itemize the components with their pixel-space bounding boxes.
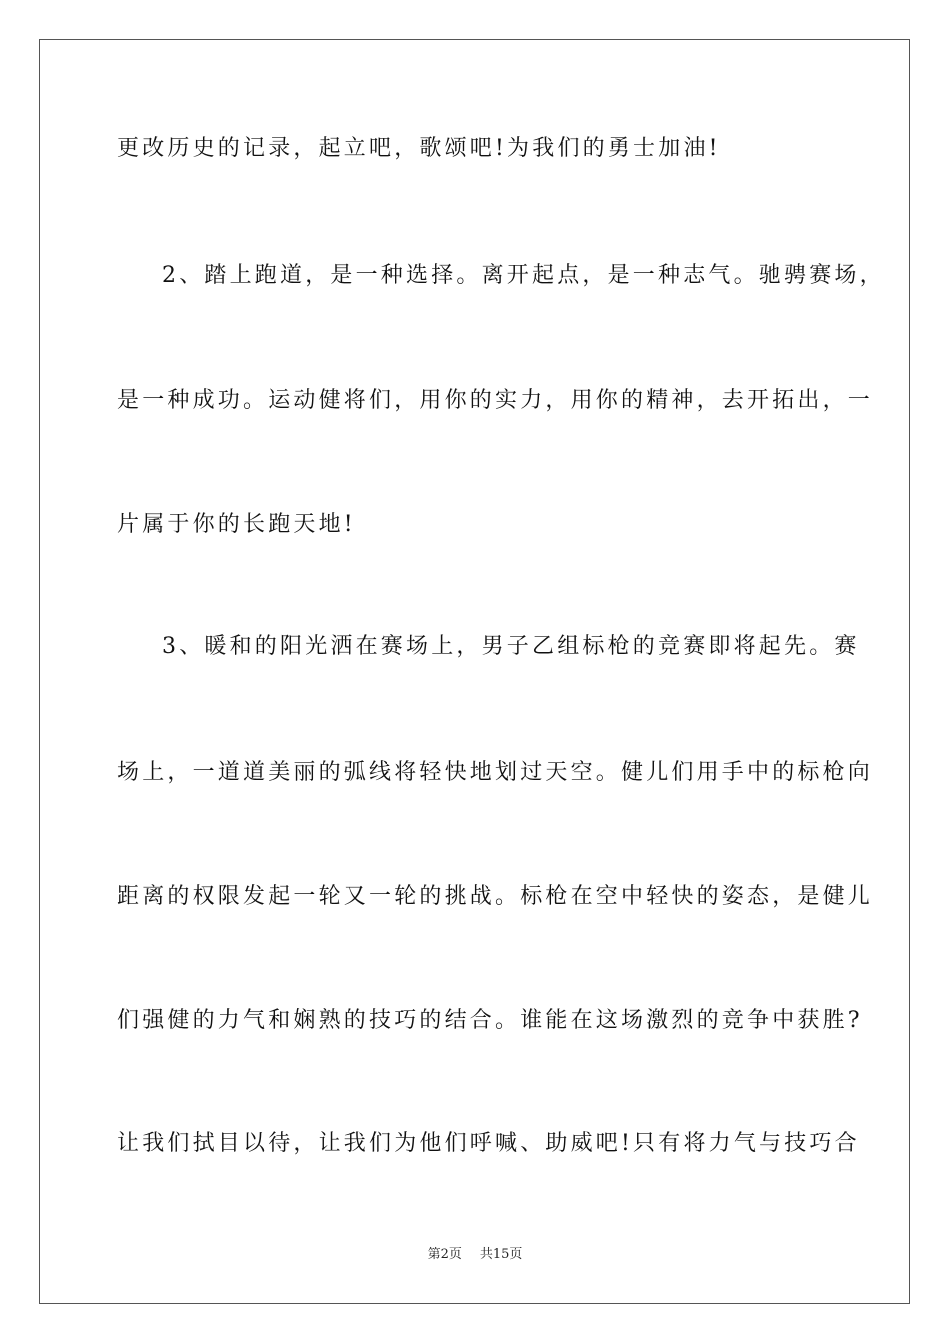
page-frame	[39, 39, 910, 1304]
text-line-9: 让我们拭目以待，让我们为他们呼喊、助威吧!只有将力气与技巧合	[117, 1131, 860, 1156]
text-line-1: 更改历史的记录，起立吧，歌颂吧!为我们的勇士加油!	[117, 136, 721, 161]
text-line-3: 是一种成功。运动健将们，用你的实力，用你的精神，去开拓出，一	[117, 388, 874, 413]
page-total: 共15页	[479, 1247, 523, 1262]
text-line-4: 片属于你的长跑天地!	[117, 512, 356, 537]
text-line-7: 距离的权限发起一轮又一轮的挑战。标枪在空中轻快的姿态，是健儿	[117, 884, 874, 909]
text-line-6: 场上，一道道美丽的弧线将轻快地划过天空。健儿们用手中的标枪向	[117, 760, 874, 785]
text-line-5: 3、暖和的阳光洒在赛场上，男子乙组标枪的竞赛即将起先。赛	[162, 634, 860, 659]
text-line-8: 们强健的力气和娴熟的技巧的结合。谁能在这场激烈的竞争中获胜?	[117, 1008, 863, 1033]
page-number: 第2页	[427, 1247, 462, 1262]
page-footer	[0, 1246, 950, 1264]
text-line-2: 2、踏上跑道，是一种选择。离开起点，是一种志气。驰骋赛场，	[162, 263, 885, 288]
